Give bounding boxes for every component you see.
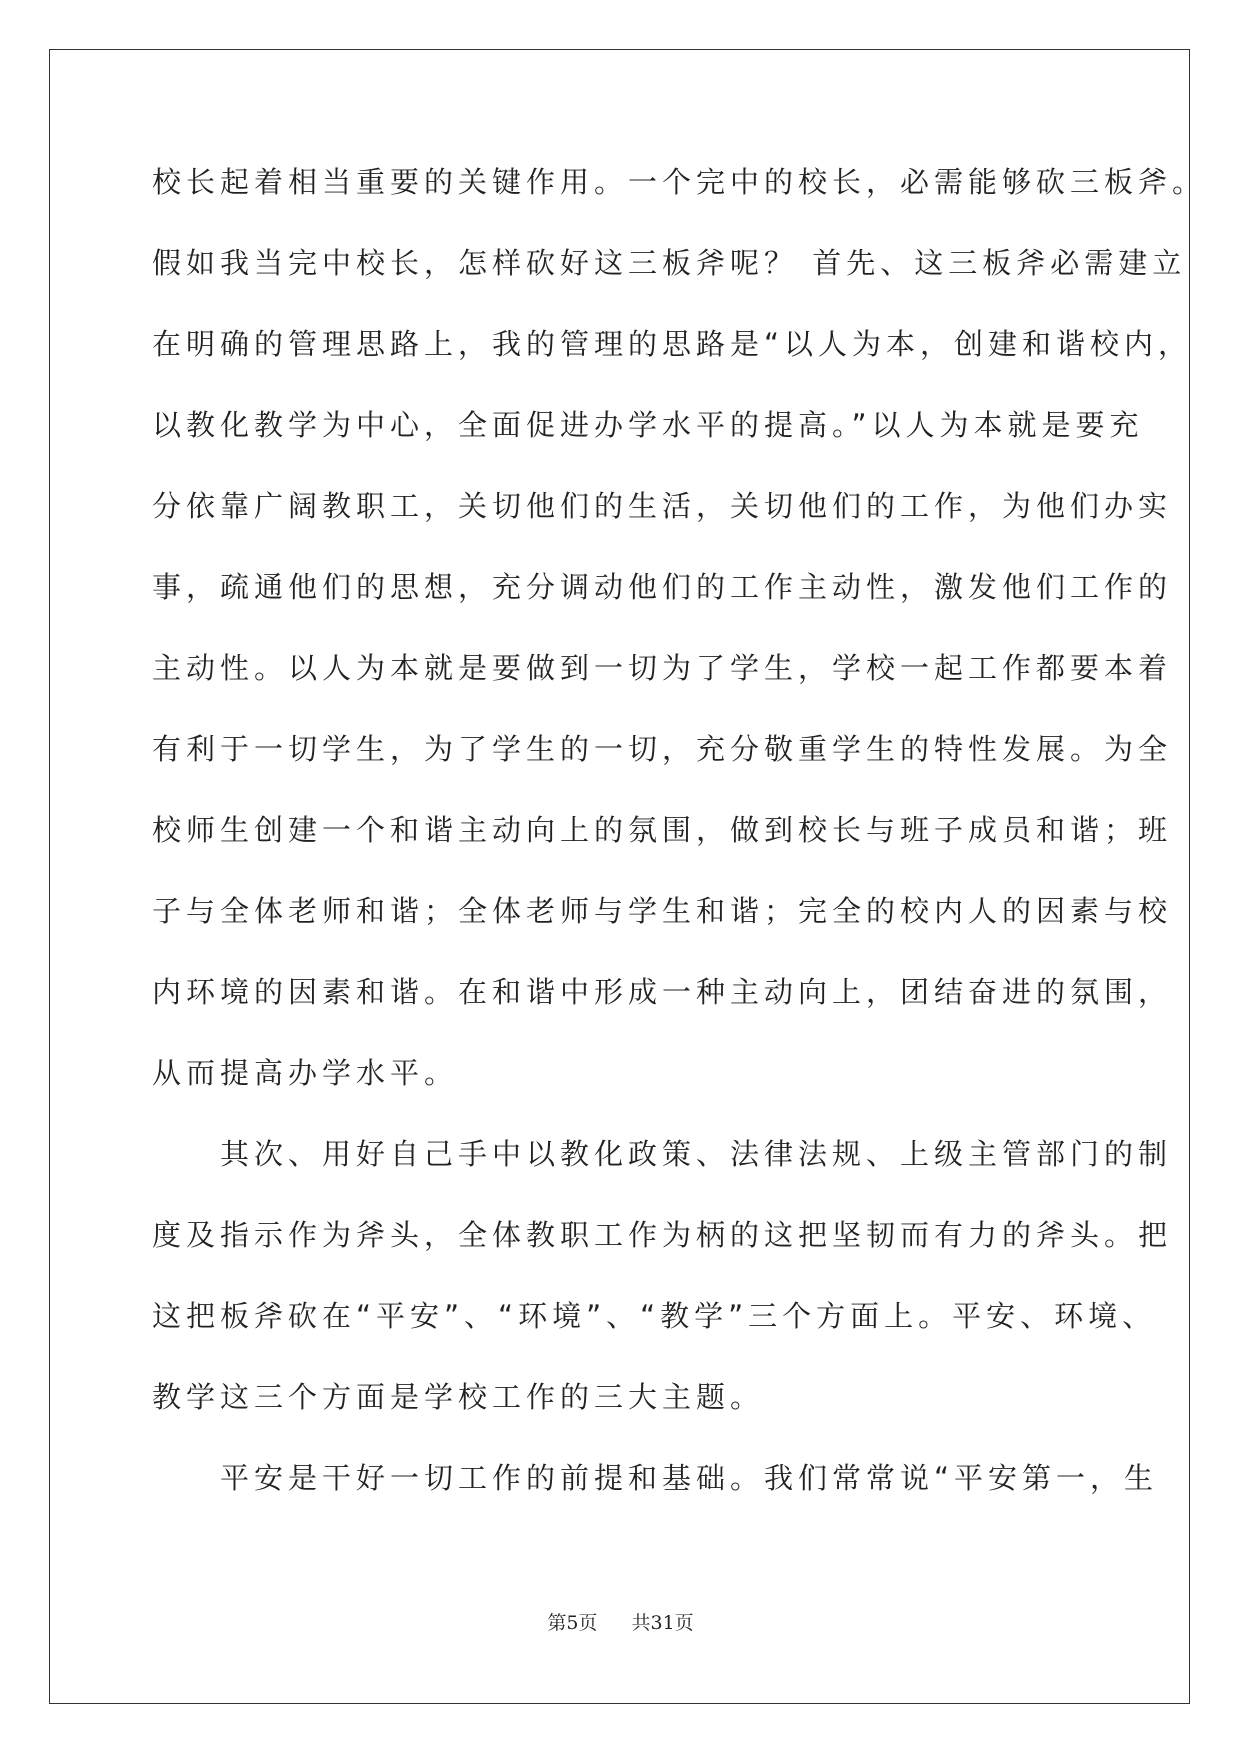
document-body [152,165,1207,1545]
text-line: 从而提高办学水平。 [152,1056,459,1090]
text-line: 内环境的因素和谐。在和谐中形成一种主动向上，团结奋进的氛围， [152,975,1173,1009]
text-line: 度及指示作为斧头，全体教职工作为柄的这把坚韧而有力的斧头。把 [152,1218,1173,1252]
text-line: 校师生创建一个和谐主动向上的氛围，做到校长与班子成员和谐；班 [152,813,1173,847]
page-footer [0,1608,1241,1635]
page-number: 第5页 [547,1612,598,1634]
text-line: 在明确的管理思路上，我的管理的思路是“以人为本，创建和谐校内， [152,327,1193,361]
text-line: 其次、用好自己手中以教化政策、法律法规、上级主管部门的制 [152,1137,1173,1171]
text-line: 校长起着相当重要的关键作用。一个完中的校长，必需能够砍三板斧。 [152,165,1207,199]
text-line: 这把板斧砍在“平安”、“环境”、“教学”三个方面上。平安、环境、 [152,1299,1157,1333]
text-line: 假如我当完中校长，怎样砍好这三板斧呢？ 首先、这三板斧必需建立 [152,246,1187,280]
text-line: 事，疏通他们的思想，充分调动他们的工作主动性，激发他们工作的 [152,570,1173,604]
text-line: 子与全体老师和谐；全体老师与学生和谐；完全的校内人的因素与校 [152,894,1173,928]
text-line: 主动性。以人为本就是要做到一切为了学生，学校一起工作都要本着 [152,651,1173,685]
text-line: 教学这三个方面是学校工作的三大主题。 [152,1380,765,1414]
text-line: 平安是干好一切工作的前提和基础。我们常常说“平安第一，生 [152,1461,1159,1495]
text-line: 有利于一切学生，为了学生的一切，充分敬重学生的特性发展。为全 [152,732,1173,766]
text-line: 以教化教学为中心，全面促进办学水平的提高。”以人为本就是要充 [152,408,1144,442]
page-total: 共31页 [631,1612,694,1634]
text-line: 分依靠广阔教职工，关切他们的生活，关切他们的工作，为他们办实 [152,489,1173,523]
